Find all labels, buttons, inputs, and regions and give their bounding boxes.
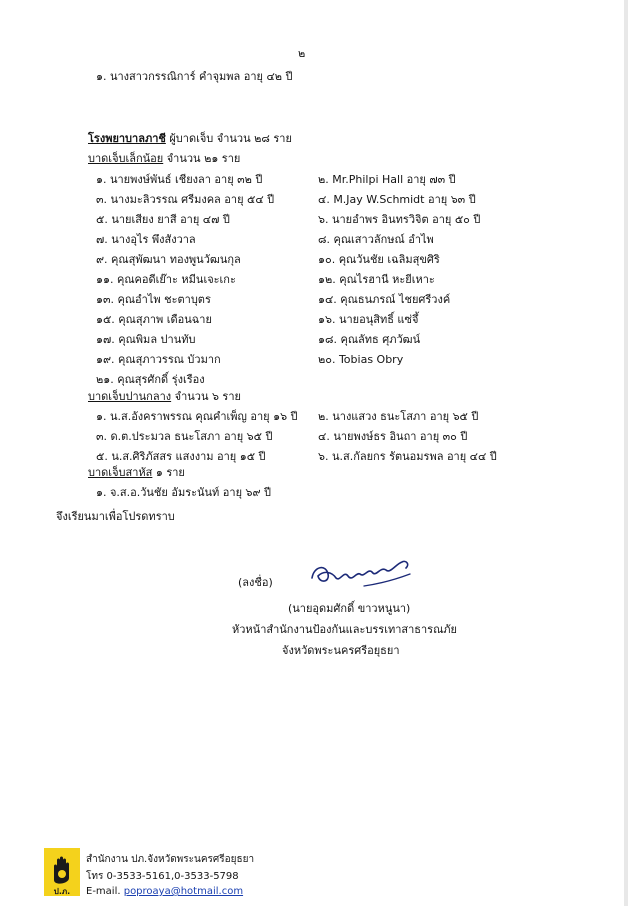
minor-heading-line	[88, 152, 240, 166]
hospital-summary: ผู้บาดเจ็บ จำนวน ๒๘ ราย	[165, 132, 292, 145]
list-item: ๑๗. คุณพิมล ปานทับ	[96, 333, 196, 346]
list-item: ๘. คุณเสาวลักษณ์ อำไพ	[318, 233, 434, 246]
list-item: ๑๘. คุณลัทธ ศุภวัฒน์	[318, 333, 421, 346]
page-number: ๒	[298, 47, 306, 60]
footer-office: สำนักงาน ปภ.จังหวัดพระนครศรีอยุธยา	[86, 854, 255, 865]
list-item: ๒. นางแสวง ธนะโสภา อายุ ๖๕ ปี	[318, 410, 479, 423]
list-item: ๑๖. นายอนุสิทธิ์ แซ่จึ้	[318, 313, 419, 326]
signer-province: จังหวัดพระนครศรีอยุธยา	[282, 644, 400, 657]
list-item: ๓. นางมะลิวรรณ ศรีมงคล อายุ ๕๔ ปี	[96, 193, 275, 206]
signer-position: หัวหน้าสำนักงานป้องกันและบรรเทาสาธารณภัย	[232, 623, 457, 636]
list-item: ๑๒. คุณไรฮานี หะยีเหาะ	[318, 273, 435, 286]
moderate-heading-line	[88, 390, 241, 404]
moderate-count: จำนวน ๖ ราย	[171, 390, 241, 403]
list-item: ๑๔. คุณธนภรณ์ ไชยศรีวงค์	[318, 293, 451, 306]
footer-phone: โทร 0-3533-5161,0-3533-5798	[86, 871, 239, 882]
list-item: ๑. น.ส.อังคราพรรณ คุณคำเพ็ญ อายุ ๑๖ ปี	[96, 410, 298, 423]
closing-text: จึงเรียนมาเพื่อโปรดทราบ	[56, 510, 175, 523]
first-item: ๑. นางสาวกรรณิการ์ คำจุมพล อายุ ๔๒ ปี	[96, 70, 293, 83]
list-item: ๗. นางอุไร พึงสังวาล	[96, 233, 196, 246]
list-item: ๒๐. Tobias Obry	[318, 353, 404, 366]
list-item: ๖. น.ส.กัลยกร รัตนอมรพล อายุ ๔๔ ปี	[318, 450, 497, 463]
department-logo-icon	[44, 848, 80, 896]
minor-count: จำนวน ๒๑ ราย	[163, 152, 241, 165]
signature-label: (ลงชื่อ)	[238, 576, 273, 589]
list-item: ๒. Mr.Philpi Hall อายุ ๗๓ ปี	[318, 173, 456, 186]
footer-email-label: E-mail.	[86, 886, 121, 897]
footer-email-link[interactable]: poproaya@hotmail.com	[123, 886, 244, 897]
list-item: ๕. น.ส.ศิริภัสสร แสงงาม อายุ ๑๕ ปี	[96, 450, 266, 463]
hospital-name: โรงพยาบาลภาชี	[88, 132, 166, 145]
moderate-heading: บาดเจ็บปานกลาง	[88, 390, 172, 403]
severe-heading: บาดเจ็บสาหัส	[88, 466, 153, 479]
footer-email-line	[86, 886, 243, 897]
list-item: ๕. นายเสียง ยาสี อายุ ๔๗ ปี	[96, 213, 230, 226]
signer-name: (นายอุดมศักดิ์ ขาวหนูนา)	[288, 602, 411, 615]
list-item: ๑. จ.ส.อ.วันชัย อัมระนันท์ อายุ ๖๙ ปี	[96, 486, 272, 499]
list-item: ๑๕. คุณสุภาพ เดือนฉาย	[96, 313, 212, 326]
list-item: ๑๑. คุณคอดีเย๊าะ หมีนเจะเกะ	[96, 273, 236, 286]
list-item: ๓. ด.ต.ประมวล ธนะโสภา อายุ ๖๕ ปี	[96, 430, 273, 443]
list-item: ๑๐. คุณวันชัย เฉลิมสุขศิริ	[318, 253, 440, 266]
severe-heading-line	[88, 466, 185, 480]
list-item: ๒๑. คุณสุรศักดิ์ รุ่งเรือง	[96, 373, 205, 386]
page-edge-shadow	[624, 0, 628, 906]
list-item: ๔. M.Jay W.Schmidt อายุ ๖๓ ปี	[318, 193, 476, 206]
list-item: ๑๙. คุณสุภาวรรณ บัวมาก	[96, 353, 221, 366]
list-item: ๙. คุณสุพัฒนา ทองพูนวัฒนกุล	[96, 253, 241, 266]
list-item: ๖. นายอำพร อินทรวิจิต อายุ ๕๐ ปี	[318, 213, 481, 226]
list-item: ๑๓. คุณอำไพ ชะตาบุตร	[96, 293, 211, 306]
severe-count: ๑ ราย	[152, 466, 185, 479]
list-item: ๑. นายพงษ์พันธ์ เชียงลา อายุ ๓๒ ปี	[96, 173, 263, 186]
handwritten-signature	[306, 556, 416, 592]
logo-text: ป.ภ.	[53, 887, 71, 896]
minor-heading: บาดเจ็บเล็กน้อย	[88, 152, 164, 165]
list-item: ๔. นายพงษ์ธร อินถา อายุ ๓๐ ปี	[318, 430, 468, 443]
hospital-line	[88, 132, 292, 146]
